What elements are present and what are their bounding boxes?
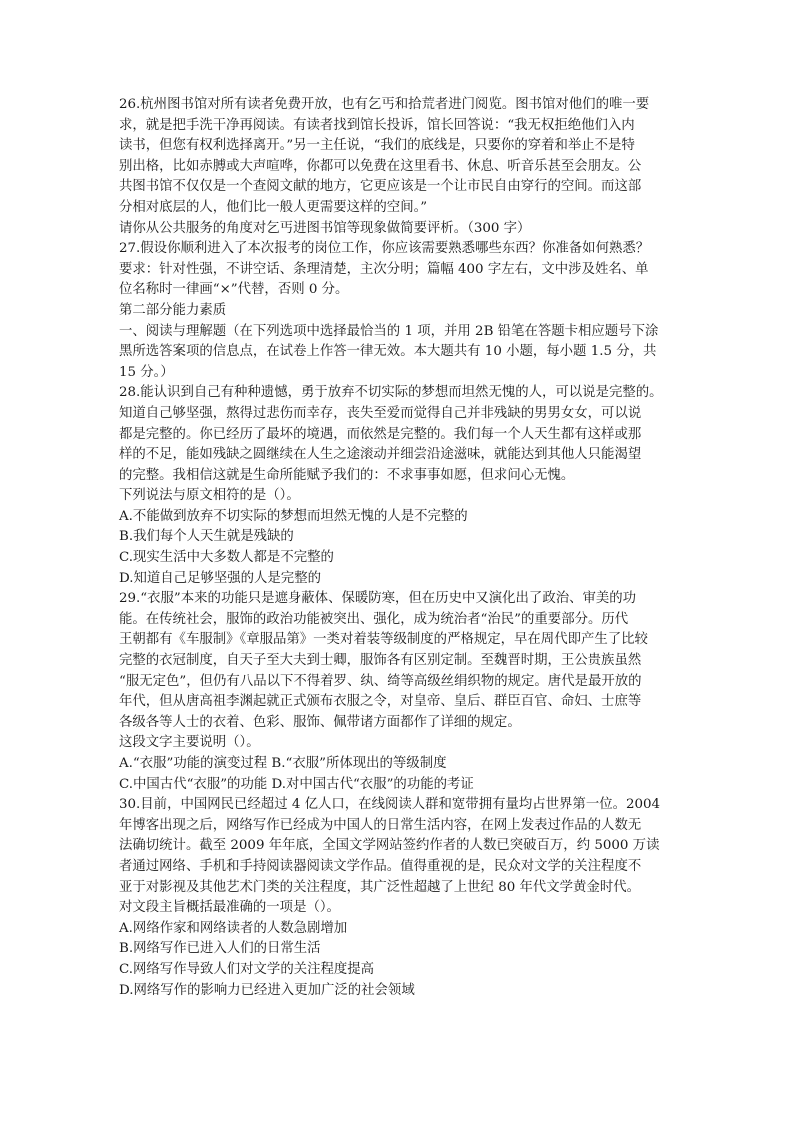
q28-option-c: C.现实生活中大多数人都是不完整的 [119,550,334,566]
q29-line-6: 年代，但从唐高祖李渊起就正式颁布衣服之令，对皇帝、皇后、群臣百官、命妇、士庶等 [119,694,642,710]
q29-options-cd: C.中国古代“衣服”的功能 D.对中国古代“衣服”的功能的考证 [119,776,474,792]
q27-line-1: 27.假设你顺利进入了本次报考的岗位工作，你应该需要熟悉哪些东西？你准备如何熟悉？ [119,241,650,257]
q28-option-a: A.不能做到放弃不切实际的梦想而坦然无愧的人是不完整的 [119,508,468,524]
q26-line-2: 求，就是把手洗干净再阅读。有读者找到馆长投诉，馆长回答说：“我无权拒绝他们入内 [119,117,635,133]
q29-line-5: “服无定色”，但仍有八品以下不得着罗、纨、绮等高级丝绢织物的规定。唐代是最开放的 [119,673,642,689]
q30-option-d: D.网络写作的影响力已经进入更加广泛的社会领域 [119,982,415,998]
instructions-line-2: 黑所选答案项的信息点，在试卷上作答一律无效。本大题共有 10 小题，每小题 1.5 分，共 [119,344,657,360]
q28-option-d: D.知道自己足够坚强的人是完整的 [119,570,321,586]
q28-option-b: B.我们每个人天生就是残缺的 [119,529,294,545]
instructions-line-1: 一、阅读与理解题（在下列选项中选择最恰当的 1 项，并用 2B 铅笔在答题卡相应题号下涂 [119,323,659,339]
q27-line-2: 要求：针对性强，不讲空话、条理清楚，主次分明；篇幅 400 字左右，文中涉及姓名、单 [119,261,649,277]
q30-line-2: 年博客出现之后，网络写作已经成为中国人的日常生活内容，在网上发表过作品的人数无 [119,817,642,833]
q30-line-1: 30.目前，中国网民已经超过 4 亿人口，在线阅读人群和宽带拥有量均占世界第一位。2004 [119,797,661,813]
q26-line-4: 别出格，比如赤膊或大声喧哗，你都可以免费在这里看书、休息、听音乐甚至会朋友。公 [119,158,642,174]
q27-line-3: 位名称时一律画“×”代替，否则 0 分。 [119,282,349,298]
q30-option-a: A.网络作家和网络读者的人数急剧增加 [119,920,348,936]
section-heading: 第二部分能力素质 [119,302,227,318]
q28-line-3: 都是完整的。你已经历了最坏的境遇，而依然是完整的。我们每一个人天生都有这样或那 [119,426,642,442]
q28-line-4: 样的不足，能如残缺之圆继续在人生之途滚动并细尝沿途滋味，就能达到其他人只能渴望 [119,447,642,463]
q29-line-7: 各级各等人士的衣着、色彩、服饰、佩带诸方面都作了详细的规定。 [119,714,521,730]
q28-line-2: 知道自己够坚强，熬得过悲伤而幸存，丧失至爱而觉得自己并非残缺的男男女女，可以说 [119,405,642,421]
q29-question: 这段文字主要说明（）。 [119,735,260,751]
q26-line-3: 读书，但您有权利选择离开。”另一主任说，“我们的底线是，只要你的穿着和举止不是特 [119,138,635,154]
q26-line-1: 26.杭州图书馆对所有读者免费开放，也有乞丐和拾荒者进门阅览。图书馆对他们的唯一要 [119,97,650,112]
q30-line-4: 者通过网络、手机和手持阅读器阅读文学作品。值得重视的是，民众对文学的关注程度不 [119,858,642,874]
q29-line-2: 能。在传统社会，服饰的政治功能被突出、强化，成为统治者“治民”的重要部分。历代 [119,611,629,627]
q29-line-1: 29.“衣服”本来的功能只是遮身蔽体、保暖防寒，但在历史中又演化出了政治、审美的功 [119,591,637,607]
q29-line-4: 完整的衣冠制度，自天子至大夫到士卿，服饰各有区别定制。至魏晋时期，王公贵族虽然 [119,653,642,669]
q26-prompt: 请你从公共服务的角度对乞丐进图书馆等现象做简要评析。（300 字） [119,220,531,236]
q29-options-ab: A.“衣服”功能的演变过程 B.“衣服”所体现出的等级制度 [119,756,447,771]
q28-line-5: 的完整。我相信这就是生命所能赋予我们的：不求事事如愿，但求问心无愧。 [119,467,575,483]
q30-question: 对文段主旨概括最准确的一项是（）。 [119,900,340,916]
q26-line-5: 共图书馆不仅仅是一个查阅文献的地方，它更应该是一个让市民自由穿行的空间。而这部 [119,179,642,195]
q26-line-6: 分相对底层的人，他们比一般人更需要这样的空间。” [119,199,428,215]
document-page [119,95,677,1001]
q28-question: 下列说法与原文相符的是（）。 [119,488,300,504]
q30-option-b: B.网络写作已进入人们的日常生活 [119,941,321,957]
q28-line-1: 28.能认识到自己有种种遗憾，勇于放弃不切实际的梦想而坦然无愧的人，可以说是完整的。 [119,385,663,401]
q29-line-3: 王朝都有《车服制》《章服品第》一类对着装等级制度的严格规定，早在周代即产生了比较 [119,632,648,648]
q30-line-5: 亚于对影视及其他艺术门类的关注程度，其广泛性超越了上世纪 80 年代文学黄金时代。 [119,879,641,895]
q30-line-3: 法确切统计。截至 2009 年年底，全国文学网站签约作者的人数已突破百万，约 5000 万读 [119,838,660,854]
q30-option-c: C.网络写作导致人们对文学的关注程度提高 [119,961,375,977]
instructions-line-3: 15 分。） [119,364,174,380]
